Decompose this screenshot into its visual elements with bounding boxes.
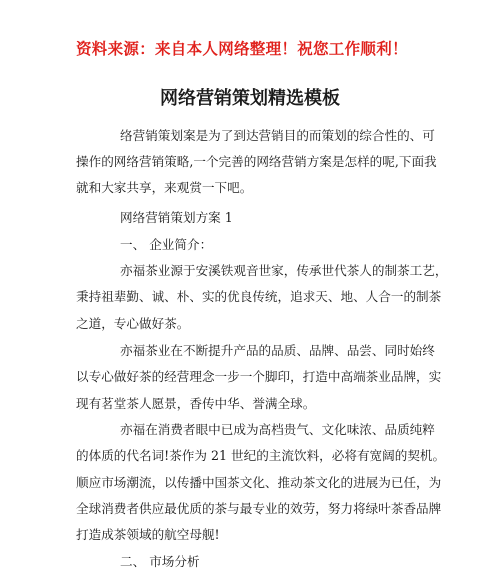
body-line: 亦福茶业源于安溪铁观音世家，传承世代茶人的制茶工艺， [120, 263, 448, 278]
body-line: 顺应市场潮流，以传播中国茶文化、推动茶文化的进展为已任，为 [76, 475, 442, 490]
body-line: 亦福在消费者眼中已成为高档贵气、文化味浓、品质纯粹 [120, 422, 435, 437]
body-line: 之道，专心做好茶。 [76, 316, 190, 331]
document-title: 网络营销策划精选模板 [160, 88, 340, 109]
body-line: 络营销策划案是为了到达营销目的而策划的综合性的、可 [120, 128, 435, 143]
body-line: 全球消费者供应最优质的茶与最专业的效劳，努力将绿叶茶香品牌 [76, 501, 442, 516]
body-line: 秉持祖辈勤、诚、朴、实的优良传统，追求天、地、人合一的制茶 [76, 289, 442, 304]
body-line: 以专心做好茶的经营理念一步一个脚印，打造中高端茶业品牌，实 [76, 369, 442, 384]
body-line: 一、 企业简介： [120, 237, 213, 252]
source-banner: 资料来源：来自本人网络整理！祝您工作顺利！ [76, 40, 408, 58]
body-line: 操作的网络营销策略,一个完善的网络营销方案是怎样的呢,下面我 [76, 154, 437, 169]
body-line: 二、 市场分析 [120, 554, 200, 569]
body-line: 的体质的代名词!茶作为 21 世纪的主流饮料，必将有宽阔的契机。 [76, 448, 446, 463]
body-line: 现有茗堂茶人愿景，香传中华、誉满全球。 [76, 396, 316, 411]
body-line: 打造成茶领域的航空母舰! [76, 527, 220, 542]
body-line: 亦福茶业在不断提升产品的品质、品牌、品尝、同时始终 [120, 343, 435, 358]
body-line: 就和大家共享，来观赏一下吧。 [76, 180, 253, 195]
body-line: 网络营销策划方案 1 [120, 210, 233, 225]
